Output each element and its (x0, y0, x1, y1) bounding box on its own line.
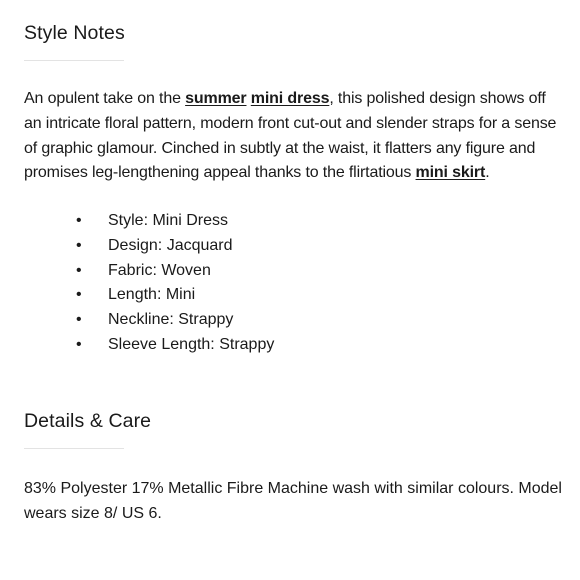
style-notes-divider (24, 60, 124, 61)
feature-item-neckline (24, 308, 274, 333)
feature-item-style (24, 209, 274, 234)
feature-item-fabric (24, 259, 274, 284)
feature-list (24, 209, 274, 358)
details-care-text: 83% Polyester 17% Metallic Fibre Machine wash with similar colours. Model wears size 8/ US 6. (24, 480, 562, 522)
description-text-1: An opulent take on the (24, 90, 186, 107)
description-text-2: , this polished design shows off an intricate floral pattern, modern front cut-out and slender straps for a sense of graphic glamour. Cinched in subtly at the waist, it flatters any figure and promises leg-lengthening appeal thanks to the flirtatious (24, 90, 557, 182)
details-care-divider (24, 448, 124, 449)
description-text-3: . (485, 164, 490, 182)
mini-skirt-link[interactable]: mini skirt (415, 164, 486, 182)
mini-dress-link[interactable]: mini dress (250, 90, 330, 107)
bullet-icon: • (76, 335, 82, 353)
details-care-heading: Details & Care (24, 410, 152, 432)
feature-text: Length: Mini (108, 286, 196, 304)
feature-text: Design: Jacquard (108, 236, 233, 254)
bullet-icon: • (76, 212, 82, 229)
summer-link[interactable]: summer (185, 90, 247, 107)
style-notes-description (24, 87, 564, 186)
bullet-icon: • (76, 261, 82, 279)
bullet-icon: • (76, 286, 82, 304)
feature-text: Sleeve Length: Strappy (108, 335, 275, 353)
feature-text: Style: Mini Dress (108, 212, 229, 229)
feature-text: Neckline: Strappy (108, 311, 234, 329)
bullet-icon: • (76, 311, 82, 329)
feature-item-design (24, 234, 274, 259)
style-notes-heading: Style Notes (24, 22, 125, 44)
feature-item-length (24, 283, 274, 308)
feature-item-sleeve-length (24, 333, 274, 358)
feature-text: Fabric: Woven (108, 261, 211, 279)
bullet-icon: • (76, 236, 82, 254)
